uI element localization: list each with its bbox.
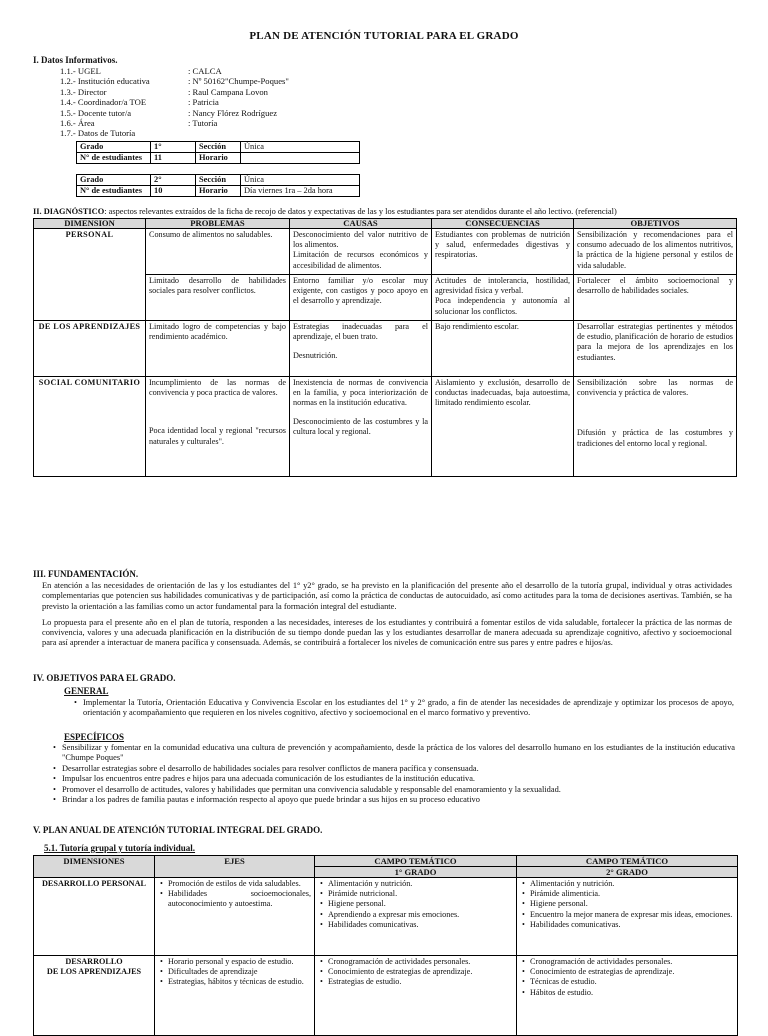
col-subheader: 1° GRADO <box>315 867 517 878</box>
seccion-label: Sección <box>196 175 241 186</box>
dimension-cell: SOCIAL COMUNITARIO <box>34 377 146 477</box>
table-row <box>34 878 738 956</box>
problema-cell: Limitado logro de competencias y bajo rendimiento académico. <box>146 321 290 377</box>
grado-value: 1° <box>151 142 196 153</box>
list-item: • Conocimiento de estrategias de aprendizaje. <box>530 967 734 977</box>
grado-2-table <box>76 174 360 197</box>
horario-label: Horario <box>196 186 241 197</box>
list-item: • Cronogramación de actividades personales. <box>328 957 513 967</box>
datos-value: : Raul Campana Lovon <box>188 86 268 97</box>
problema-cell: Limitado desarrollo de habilidades sociales para resolver conflictos. <box>146 275 290 321</box>
list-item: • Impulsar los encuentros entre padres e hijos para una adecuada comunicación de los estudiantes de la institución educativa. <box>53 774 735 784</box>
datos-key: 1.6.- Área <box>60 117 95 128</box>
grado-1-table <box>76 141 360 164</box>
list-item: • Estrategias, hábitos y técnicas de estudio. <box>168 977 311 987</box>
diagnostico-table <box>33 218 737 477</box>
col-header: PROBLEMAS <box>146 219 290 229</box>
list-item: • Encuentro la mejor manera de expresar mis ideas, emociones. <box>530 910 734 920</box>
table-row <box>34 321 737 377</box>
dimension-cell: DESARROLLO DE LOS APRENDIZAJES <box>34 956 155 1036</box>
section-fundamentacion-heading: III. FUNDAMENTACIÓN. <box>33 569 139 579</box>
list-item: • Pirámide nutricional. <box>328 889 513 899</box>
col-header: CAMPO TEMÁTICO <box>315 856 517 867</box>
datos-value: : Nancy Flórez Rodríguez <box>188 107 278 118</box>
causa-text: Inexistencia de normas de convivencia en la familia, y poca interiorización de normas en la institución educativa. <box>293 378 428 408</box>
paragraph: En atención a las necesidades de orientación de las y los estudiantes del 1° y2° grado, se ha previsto en la planificación del presente año el desarrollo de la tutoría grupal, individual y otras actividades complementarias que potencien sus habilidades comunicativas y de participación, así como la práctica de conductas de autocuidado, así como actitudes para la toma de decisiones asertivas. También, se ha previsto la orientación a las familias como un actor fundamental para la formación integral del estudiante. <box>42 581 732 611</box>
problema-text: Incumplimiento de las normas de convivencia y poca practica de valores. <box>149 378 286 398</box>
datos-row <box>60 97 460 107</box>
datos-key: 1.7.- Datos de Tutoría <box>60 128 136 139</box>
table-row <box>34 377 737 477</box>
causa-text: Estrategias inadecuadas para el aprendizaje, el buen trato. <box>293 322 428 342</box>
problema-cell: Consumo de alimentos no saludables. <box>146 229 290 275</box>
plan-header-row <box>34 856 738 867</box>
list-item: • Habilidades socioemocionales, autoconocimiento y autoestima. <box>168 889 311 909</box>
paragraph: Lo propuesta para el presente año en el plan de tutoría, responden a las necesidades, intereses de los estudiantes y contribuirá a fomentar estilos de vida saludable, fortalecer la práctica de las normas de convivencia, valores y una adecuada planificación en la distribución de su tiempo donde puedan las y los estudiantes desarrollar de manera adecuada su aprendizaje cognitivo, afectivo y socioemocional para así aprender a interactuar de manera pacífica y consensuada. Además, se contribuirá a fortalecer los niveles de comunicación entre sus pares y entre padres e hijos/as. <box>42 617 732 648</box>
estudiantes-label: N° de estudiantes <box>77 153 151 164</box>
diagnostico-heading-line <box>33 207 733 217</box>
datos-key: 1.1.- UGEL <box>60 66 101 76</box>
objetivo-text: Sensibilización sobre las normas de convivencia y práctica de valores. <box>577 378 733 398</box>
objetivo-cell: Sensibilización y recomendaciones para el consumo adecuado de los alimentos nutritivos, la práctica de la higiene personal y estilos de vida saludable. <box>574 229 737 275</box>
col-header: EJES <box>155 856 315 878</box>
document-title: PLAN DE ATENCIÓN TUTORIAL PARA EL GRADO <box>249 30 519 42</box>
causa-cell <box>290 377 432 477</box>
section-objetivos-heading: IV. OBJETIVOS PARA EL GRADO. <box>33 673 176 683</box>
objetivos-especificos-label: ESPECÍFICOS <box>64 732 125 742</box>
datos-row <box>60 66 460 76</box>
col-header: DIMENSIONES <box>34 856 155 878</box>
datos-row <box>60 128 460 138</box>
list-item: • Promover el desarrollo de actitudes, valores y habilidades que permitan una convivencia saludable y responsable del enamoramiento y la sexualidad. <box>53 785 735 795</box>
grado-label: Grado <box>77 142 151 153</box>
horario-value: Día viernes 1ra – 2da hora <box>241 186 360 197</box>
section-datos-heading: I. Datos Informativos. <box>33 55 118 65</box>
estudiantes-label: N° de estudiantes <box>77 186 151 197</box>
horario-label: Horario <box>196 153 241 164</box>
ejes-cell <box>155 878 315 956</box>
list-item: • Brindar a los padres de familia pautas e información respecto al apoyo que puede brindar a sus hijos en su proceso educativo <box>53 795 735 805</box>
col-header: CAMPO TEMÁTICO <box>517 856 738 867</box>
dimension-cell: DESARROLLO PERSONAL <box>34 878 155 956</box>
fundamentacion-body <box>42 581 732 655</box>
list-item: • Higiene personal. <box>530 899 734 909</box>
datos-key: 1.3.- Director <box>60 86 107 97</box>
objetivo-cell: Fortalecer el ámbito socioemocional y desarrollo de habilidades sociales. <box>574 275 737 321</box>
table-row <box>34 229 737 275</box>
datos-row <box>60 87 460 97</box>
datos-row <box>60 108 460 118</box>
list-item: • Promoción de estilos de vida saludables. <box>168 879 311 889</box>
list-item: • Alimentación y nutrición. <box>328 879 513 889</box>
plan-table <box>33 855 738 1036</box>
grado-2-cell <box>517 878 738 956</box>
causa-text: Desnutrición. <box>293 351 338 361</box>
datos-value: : Tutoría <box>188 117 218 128</box>
col-header: CAUSAS <box>290 219 432 229</box>
list-item: • Alimentación y nutrición. <box>530 879 734 889</box>
consecuencia-cell: Estudiantes con problemas de nutrición y salud, enfermedades digestivas y respiratorias. <box>432 229 574 275</box>
diagnostico-intro: : aspectos relevantes extraídos de la ficha de recojo de datos y expectativas de las y los estudiantes para ser atendidos durante el año lectivo. (referencial) <box>104 207 617 216</box>
col-subheader: 2° GRADO <box>517 867 738 878</box>
datos-row <box>60 118 460 128</box>
dimension-cell: DE LOS APRENDIZAJES <box>34 321 146 377</box>
causa-cell: Desconocimiento del valor nutritivo de los alimentos. Limitación de recursos económicos y accesibilidad de alimentos. <box>290 229 432 275</box>
list-item: • Conocimiento de estrategias de aprendizaje. <box>328 967 513 977</box>
consecuencia-cell: Actitudes de intolerancia, hostilidad, agresividad física y verbal. Poca independencia y autonomía al solucionar los conflictos. <box>432 275 574 321</box>
seccion-value: Única <box>241 175 360 186</box>
causa-cell <box>290 321 432 377</box>
list-item: • Estrategias de estudio. <box>328 977 513 987</box>
seccion-label: Sección <box>196 142 241 153</box>
list-item: • Aprendiendo a expresar mis emociones. <box>328 910 513 920</box>
datos-key: 1.5.- Docente tutor/a <box>60 107 132 118</box>
objetivo-cell: Desarrollar estrategias pertinentes y métodos de estudio, planificación de horario de estudios para la mejora de los aprendizajes en los estudiantes. <box>574 321 737 377</box>
datos-value: : Nº 50162"Chumpe-Poques" <box>188 76 289 87</box>
objetivo-text: Difusión y práctica de las costumbres y tradiciones del entorno local y regional. <box>577 428 733 448</box>
list-item: • Higiene personal. <box>328 899 513 909</box>
grado-label: Grado <box>77 175 151 186</box>
datos-value: : Patricia <box>188 97 219 108</box>
section-diagnostico-heading: II. DIAGNÓSTICO <box>33 207 105 216</box>
datos-row <box>60 76 460 86</box>
list-item: • Habilidades comunicativas. <box>530 920 734 930</box>
estudiantes-value: 10 <box>151 186 196 197</box>
col-header: DIMENSION <box>34 219 146 229</box>
objetivos-especificos-list <box>53 743 735 805</box>
horario-value <box>241 153 360 164</box>
list-item: • Habilidades comunicativas. <box>328 920 513 930</box>
datos-key: 1.2.- Institución educativa <box>60 76 150 87</box>
datos-informativos <box>60 66 460 139</box>
problema-text: Poca identidad local y regional "recursos naturales y culturales". <box>149 426 286 446</box>
grado-value: 2° <box>151 175 196 186</box>
list-item: • Técnicas de estudio. <box>530 977 734 987</box>
dimension-cell: PERSONAL <box>34 229 146 321</box>
objetivo-general-list <box>74 698 734 719</box>
col-header: CONSECUENCIAS <box>432 219 574 229</box>
seccion-value: Única <box>241 142 360 153</box>
datos-value: : CALCA <box>188 66 222 76</box>
list-item: • Cronogramación de actividades personales. <box>530 957 734 967</box>
plan-subheading: 5.1. Tutoría grupal y tutoría individual. <box>44 843 196 853</box>
causa-cell: Entorno familiar y/o escolar muy exigente, con castigos y poco apoyo en el desarrollo y aprendizaje. <box>290 275 432 321</box>
section-plan-heading: V. PLAN ANUAL DE ATENCIÓN TUTORIAL INTEGRAL DEL GRADO. <box>33 825 323 835</box>
consecuencia-cell: Bajo rendimiento escolar. <box>432 321 574 377</box>
problema-cell <box>146 377 290 477</box>
estudiantes-value: 11 <box>151 153 196 164</box>
list-item: • Dificultades de aprendizaje <box>168 967 311 977</box>
col-header: OBJETIVOS <box>574 219 737 229</box>
objetivo-general-label: GENERAL <box>64 686 109 696</box>
list-item: • Horario personal y espacio de estudio. <box>168 957 311 967</box>
causa-text: Desconocimiento de las costumbres y la cultura local y regional. <box>293 416 428 436</box>
diagnostico-header-row <box>34 219 737 229</box>
list-item: • Hábitos de estudio. <box>530 988 734 998</box>
datos-key: 1.4.- Coordinador/a TOE <box>60 97 147 108</box>
list-item: • Desarrollar estrategias sobre el desarrollo de habilidades sociales para resolver conflictos de manera pacífica y consensuada. <box>53 764 735 774</box>
grado-1-cell <box>315 878 517 956</box>
list-item: • Sensibilizar y fomentar en la comunidad educativa una cultura de prevención y acompañamiento, desde la práctica de los valores del desarrollo humano en los estudiantes de la institución educativa "Chumpe Poques" <box>53 743 735 764</box>
list-item: • Implementar la Tutoría, Orientación Educativa y Convivencia Escolar en los estudiantes del 1° y 2° grado, a fin de atender las necesidades de aprendizaje y optimizar los procesos de apoyo, orientación y acompañamiento que requieren en los niveles cognitivo, afectivo y socioemocional en el marco formativo y preventivo. <box>74 698 734 719</box>
list-item: • Pirámide alimenticia. <box>530 889 734 899</box>
consecuencia-cell: Aislamiento y exclusión, desarrollo de conductas inadecuadas, baja autoestima, limitado rendimiento escolar. <box>432 377 574 477</box>
objetivo-cell <box>574 377 737 477</box>
